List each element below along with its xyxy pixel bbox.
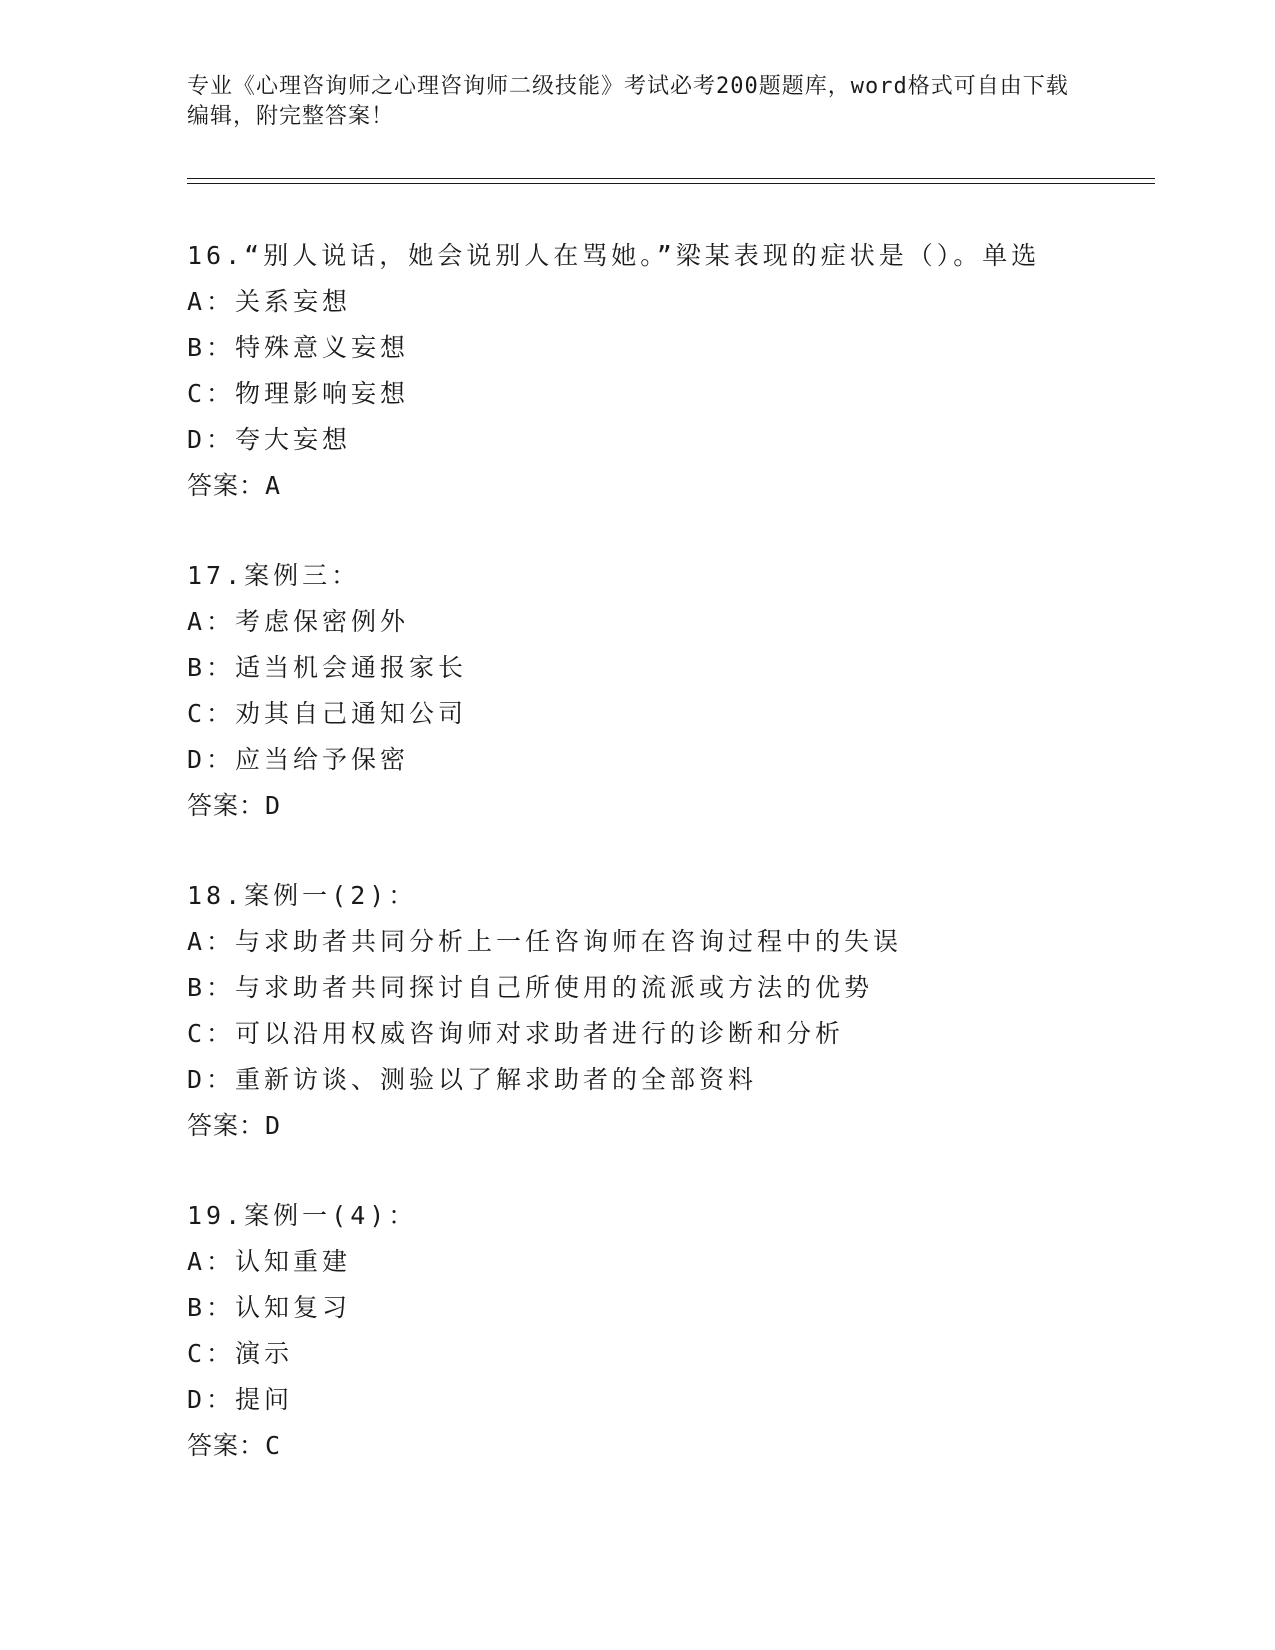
option-c: C：可以沿用权威咨询师对求助者进行的诊断和分析 <box>187 1019 845 1048</box>
question-stem: 18.案例一(2)： <box>187 881 418 910</box>
option-d: D：夸大妄想 <box>187 425 352 454</box>
question-stem: 19.案例一(4)： <box>187 1201 418 1230</box>
option-c: C：劝其自己通知公司 <box>187 699 468 728</box>
answer: 答案：D <box>187 791 282 820</box>
option-a: A：认知重建 <box>187 1247 352 1276</box>
option-d: D：提问 <box>187 1385 294 1414</box>
answer: 答案：C <box>187 1431 282 1460</box>
divider-bottom <box>187 183 1155 184</box>
document-intro: 专业《心理咨询师之心理咨询师二级技能》考试必考200题题库，word格式可自由下载编辑，附完整答案！ <box>187 74 1069 129</box>
answer: 答案：A <box>187 471 282 500</box>
option-c: C：物理影响妄想 <box>187 379 410 408</box>
option-b: B：认知复习 <box>187 1293 352 1322</box>
option-b: B：与求助者共同探讨自己所使用的流派或方法的优势 <box>187 973 874 1002</box>
question-19 <box>187 1193 417 1469</box>
question-stem: 17.案例三： <box>187 561 361 590</box>
question-stem: 16.“别人说话，她会说别人在骂她。”梁某表现的症状是（）。单选 <box>187 241 1041 270</box>
question-18 <box>187 873 902 1149</box>
answer: 答案：D <box>187 1111 282 1140</box>
option-b: B：适当机会通报家长 <box>187 653 468 682</box>
question-16 <box>187 233 1040 509</box>
option-a: A：与求助者共同分析上一任咨询师在咨询过程中的失误 <box>187 927 903 956</box>
divider-top <box>187 178 1155 179</box>
option-a: A：关系妄想 <box>187 287 352 316</box>
option-d: D：重新访谈、测验以了解求助者的全部资料 <box>187 1065 758 1094</box>
question-17 <box>187 553 467 829</box>
option-d: D：应当给予保密 <box>187 745 410 774</box>
option-a: A：考虑保密例外 <box>187 607 410 636</box>
option-c: C：演示 <box>187 1339 294 1368</box>
option-b: B：特殊意义妄想 <box>187 333 410 362</box>
